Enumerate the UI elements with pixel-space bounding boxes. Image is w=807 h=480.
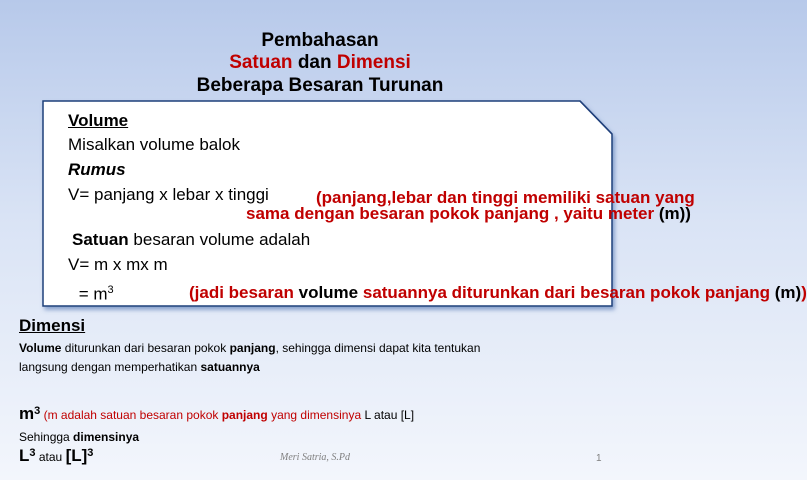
title-dimensi: Dimensi: [336, 52, 411, 73]
note1-c-text: (m)): [658, 204, 691, 223]
volume-card: [42, 100, 807, 308]
title-satuan: Satuan: [229, 52, 293, 73]
bracket-sup: 3: [87, 447, 94, 459]
atau-text: atau: [38, 450, 63, 464]
l3-sup: 3: [29, 447, 36, 459]
card-satuan-line: [72, 229, 310, 251]
card-line1: Misalkan volume balok: [68, 135, 240, 154]
m3-note-d: L atau [L]: [364, 408, 415, 422]
sehingga-line: [19, 430, 139, 444]
card-eq1: V= m x mx m: [68, 255, 168, 274]
m3-base: m: [19, 404, 35, 423]
m3-note-b: panjang: [221, 408, 268, 422]
note2-c: satuannya diturunkan dari besaran pokok panjang: [358, 283, 775, 302]
card-note2: [189, 283, 807, 302]
note2-d: (m): [774, 283, 802, 302]
card-heading: Volume: [68, 111, 129, 130]
p2-bold: satuannya: [200, 360, 260, 374]
card-note1-a: (panjang,lebar dan tinggi memiliki satuan yang: [316, 188, 695, 207]
l3-line: [19, 446, 93, 466]
satuan-bold: Satuan: [72, 230, 129, 249]
m3-note-c: yang dimensinya: [267, 408, 365, 422]
m3-note-a: (m adalah satuan besaran pokok: [43, 408, 222, 422]
bracket-base: [L]: [65, 446, 88, 465]
card-formula: V= panjang x lebar x tinggi: [68, 185, 269, 204]
p2-text: langsung dengan memperhatikan: [19, 360, 201, 374]
m3-sup: 3: [34, 405, 41, 417]
title-dan: dan: [292, 52, 337, 73]
note1-b-text: sama dengan besaran pokok panjang , yaitu meter: [246, 204, 655, 223]
p1-bold2: panjang: [229, 341, 276, 355]
dimensi-heading: Dimensi: [19, 316, 86, 335]
footer-author: Meri Satria, S.Pd: [280, 452, 350, 463]
note2-e: ): [801, 283, 807, 302]
m3-line: [19, 404, 414, 424]
seh-text: Sehingga: [19, 430, 74, 444]
card-note1-b: [246, 204, 691, 223]
card-eq2: [74, 279, 114, 306]
seh-bold: dimensinya: [73, 430, 140, 444]
eq2-sup: 3: [107, 284, 114, 296]
dimensi-p1: [19, 341, 480, 355]
note2-b: volume: [298, 283, 359, 302]
slide-title-line1: Pembahasan: [261, 30, 379, 51]
satuan-rest: besaran volume adalah: [128, 230, 311, 249]
eq2-text: = m: [74, 284, 108, 304]
page-number: 1: [596, 453, 602, 464]
l3-base: L: [19, 446, 30, 465]
p1-bold: Volume: [19, 341, 62, 355]
p1-rest: diturunkan dari besaran pokok: [61, 341, 230, 355]
slide-title-line2: [0, 52, 640, 74]
p1-rest2: , sehingga dimensi dapat kita tentukan: [275, 341, 481, 355]
slide-title-line3: Beberapa Besaran Turunan: [196, 75, 444, 96]
note2-a: (jadi besaran: [189, 283, 299, 302]
dimensi-p2: [19, 360, 260, 374]
card-rumus: Rumus: [68, 160, 126, 179]
